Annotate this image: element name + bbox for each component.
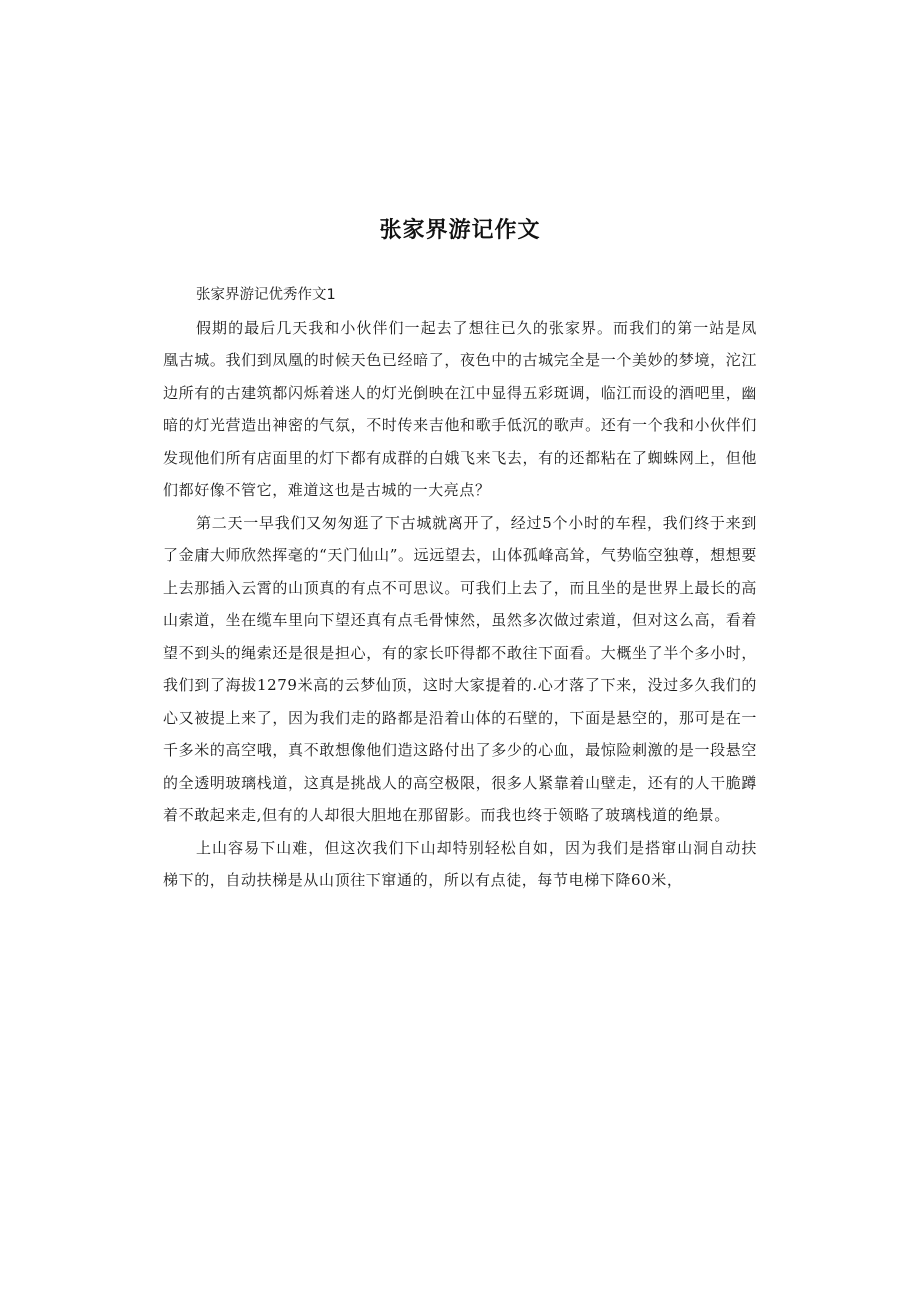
document-title: 张家界游记作文: [379, 218, 541, 243]
document-body: [163, 279, 757, 897]
paragraph-3: 上山容易下山难，但这次我们下山却特别轻松自如，因为我们是搭窜山洞自动扶梯下的，自动扶梯是从山顶往下窜通的，所以有点徒，每节电梯下降60米，: [163, 838, 757, 889]
paragraph-1: 假期的最后几天我和小伙伴们一起去了想往已久的张家界。而我们的第一站是凤凰古城。我们到凤凰的时候天色已经暗了，夜色中的古城完全是一个美妙的梦境，沱江边所有的古建筑都闪烁着迷人的灯光倒映在江中显得五彩斑调，临江而设的酒吧里，幽暗的灯光营造出神密的气氛，不时传来吉他和歌手低沉的歌声。还有一个我和小伙伴们发现他们所有店面里的灯下都有成群的白娥飞来飞去，有的还都粘在了蜘蛛网上，但他们都好像不管它，难道这也是古城的一大亮点？: [163, 318, 757, 499]
paragraph-2: 第二天一早我们又匆匆逛了下古城就离开了，经过5个小时的车程，我们终于来到了金庸大师欣然挥毫的“天门仙山”。远远望去，山体孤峰高耸，气势临空独尊，想想要上去那插入云霄的山顶真的有点不可思议。可我们上去了，而且坐的是世界上最长的高山索道，坐在缆车里向下望还真有点毛骨悚然，虽然多次做过索道，但对这么高，看着望不到头的绳索还是很是担心，有的家长吓得都不敢往下面看。大概坐了半个多小时，我们到了海拔1279米高的云梦仙顶，这时大家提着的.心才落了下来，没过多久我们的心又被提上来了，因为我们走的路都是沿着山体的石壁的，下面是悬空的，那可是在一千多米的高空哦，真不敢想像他们造这路付出了多少的心血，最惊险刺激的是一段悬空的全透明玻璃栈道，这真是挑战人的高空极限，很多人紧靠着山壁走，还有的人干脆蹲着不敢起来走,但有的人却很大胆地在那留影。而我也终于领略了玻璃栈道的绝景。: [163, 513, 757, 824]
section-subheading: 张家界游记优秀作文1: [196, 287, 336, 303]
